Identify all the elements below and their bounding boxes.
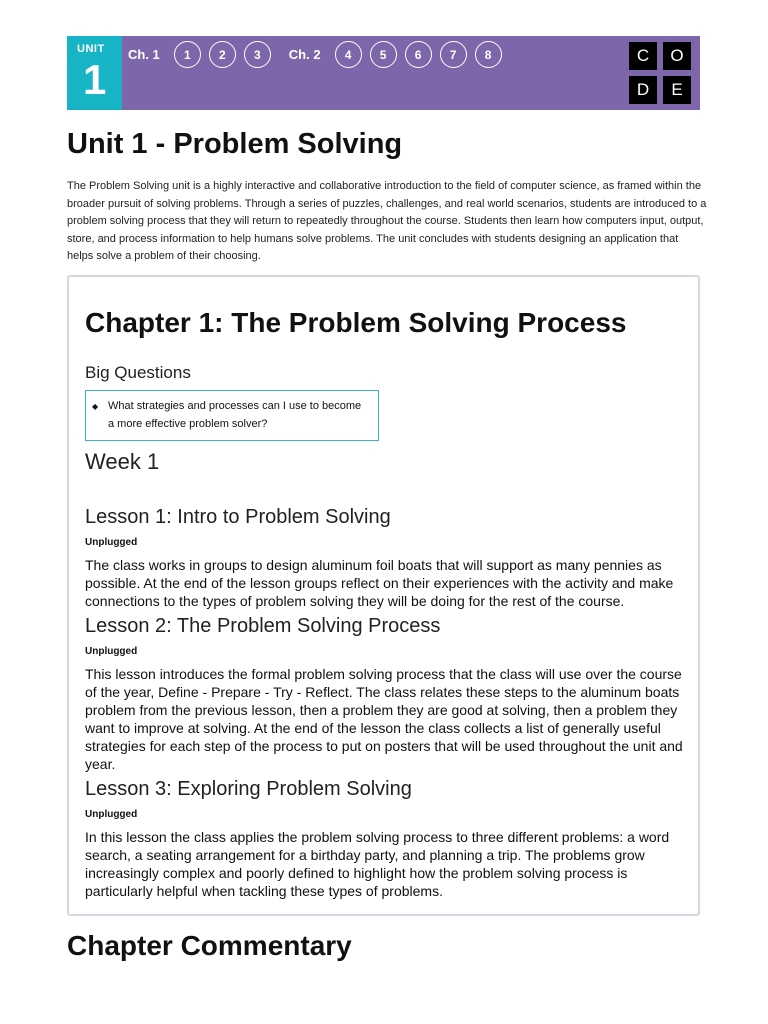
- lesson-4-link[interactable]: 4: [335, 41, 362, 68]
- lesson-3-description: In this lesson the class applies the problem solving process to three different problems: a word search, a seating arrangement for a birthday party, and planning a trip. The problems grow increasingly complex and poorly defined to highlight how the problem solving process is particularly helpful when tackling these types of problems.: [85, 829, 670, 899]
- unit-number: 1: [83, 56, 107, 103]
- lesson-5-link[interactable]: 5: [370, 41, 397, 68]
- chapter-navigation: [128, 40, 510, 69]
- unit-label: UNIT: [77, 43, 105, 55]
- lesson-6-link[interactable]: 6: [405, 41, 432, 68]
- chapter-card: [67, 275, 700, 916]
- lesson-1-tag: Unplugged: [85, 537, 138, 548]
- logo-letter-o: O: [663, 42, 691, 70]
- chapter-1-label[interactable]: Ch. 1: [128, 47, 160, 62]
- unit-badge[interactable]: [67, 36, 122, 110]
- lesson-3-title[interactable]: Lesson 3: Exploring Problem Solving: [85, 778, 412, 800]
- lesson-1-link[interactable]: 1: [174, 41, 201, 68]
- big-questions-heading: Big Questions: [85, 363, 191, 382]
- lesson-2-description: This lesson introduces the formal problem solving process that the class will use over the course of the year, Define - Prepare - Try - Reflect. The class relates these steps to the aluminum boats problem from the previous lesson, then a problem they are good at solving, then a problem they want to improve at solving. At the end of the lesson the class collects a list of generally useful strategies for each step of the process to put on posters that will be used throughout the unit and year.: [85, 666, 683, 772]
- logo-letter-d: D: [629, 76, 657, 104]
- logo-letter-e: E: [663, 76, 691, 104]
- big-question-item: What strategies and processes can I use to become a more effective problem solver?: [108, 400, 362, 430]
- logo-letter-c: C: [629, 42, 657, 70]
- page-title: Unit 1 - Problem Solving: [67, 128, 403, 160]
- big-questions-box: [85, 390, 379, 441]
- lesson-1-description: The class works in groups to design aluminum foil boats that will support as many pennies as possible. At the end of the lesson groups reflect on their experiences with the activity and make connections to the types of problem solving they will be doing for the rest of the course.: [85, 557, 674, 609]
- chapter-commentary-heading: Chapter Commentary: [67, 930, 352, 961]
- week-heading: Week 1: [85, 449, 160, 474]
- lesson-2-tag: Unplugged: [85, 646, 138, 657]
- lesson-3-tag: Unplugged: [85, 809, 138, 820]
- lesson-2-link[interactable]: 2: [209, 41, 236, 68]
- chapter-title: Chapter 1: The Problem Solving Process: [85, 307, 627, 338]
- lesson-7-link[interactable]: 7: [440, 41, 467, 68]
- chapter-2-label[interactable]: Ch. 2: [288, 47, 321, 62]
- code-org-logo: [629, 42, 693, 104]
- bullet-icon: ◆: [92, 402, 99, 411]
- lesson-2-title[interactable]: Lesson 2: The Problem Solving Process: [85, 615, 441, 637]
- lesson-3-link[interactable]: 3: [244, 41, 271, 68]
- unit-intro: The Problem Solving unit is a highly interactive and collaborative introduction to the field of computer science, as framed within the broader pursuit of solving problems. Through a series of puzzles, challenges, and real world scenarios, students are introduced to a problem solving process that they will return to repeatedly throughout the course. Students then learn how computers input, output, store, and process information to help humans solve problems. The unit concludes with students designing an application that helps solve a problem of their choosing.: [67, 180, 707, 262]
- lesson-8-link[interactable]: 8: [475, 41, 502, 68]
- lesson-1-title[interactable]: Lesson 1: Intro to Problem Solving: [85, 506, 391, 528]
